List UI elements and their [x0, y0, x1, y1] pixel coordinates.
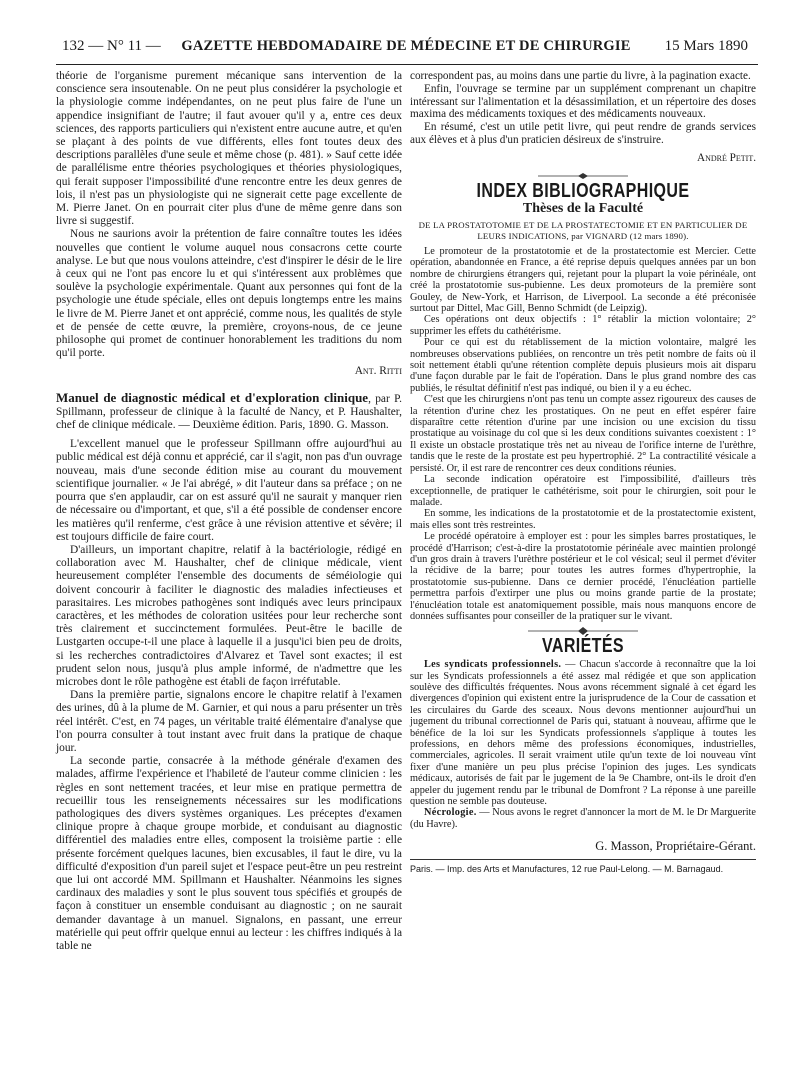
- paragraph: Enfin, l'ouvrage se termine par un supplément comprenant un chapitre intéressant sur l'alimentation et la désassimilation, et un répertoire des doses maxima des médicaments toxiques et des médicaments nouveaux.: [410, 82, 756, 121]
- book-details: , par P. Spillmann, professeur de clinique à la faculté de Nancy, et P. Haushalter, chef de clinique médicale. — Deuxième édition. Paris, 1890. G. Masson.: [56, 392, 402, 432]
- paragraph: correspondent pas, au moins dans une partie du livre, à la pagination exacte.: [410, 70, 751, 82]
- header-rule: [56, 64, 758, 65]
- issue-date: 15 Mars 1890: [664, 38, 748, 54]
- publisher-line: G. Masson, Propriétaire-Gérant.: [595, 839, 756, 854]
- paragraph: Pour ce qui est du rétablissement de la miction volontaire, malgré les nombreuses observations publiées, on rencontre un très petit nombre de faits où il soit nettement établi qu'une rétention complète depuis plusieurs mois ait disparu d'une façon durable par le fait de l'opération. Dans le plus grand nombre des cas publiés, le résultat définitif n'est pas indiqué, ou bien il y a eu échec.: [410, 337, 756, 394]
- journal-title: GAZETTE HEBDOMADAIRE DE MÉDECINE ET DE CHIRURGIE: [181, 38, 631, 54]
- page-number: 132 — N° 11 —: [62, 38, 161, 54]
- paragraph: Nous ne saurions avoir la prétention de faire connaître toutes les idées nouvelles que contient le volume auquel nous consacrons cette courte analyse. Le but que nous voulons atteindre, c'est d'inspirer le désir de le lire à ceux qui ne l'ont pas encore lu et qui s'intéressent aux problèmes que soulève la psychologie expérimentale. Quant aux personnes qui font de la psychologie une étude spéciale, elles ont depuis longtemps entre les mains le livre de M. Pierre Janet et ont apprécié, comme nous, les qualités de style et de pensée de cette œuvre, la première, croyons-nous, de ce jeune philosophe qui promet de continuer honorablement les traditions du nom qu'il porte.: [56, 228, 402, 360]
- theses-heading: Thèses de la Faculté: [522, 201, 644, 217]
- paragraph: La seconde partie, consacrée à la méthode générale d'examen des malades, affirme l'expérience et l'habileté de l'auteur comme clinicien : les règles en sont nettement tracées, et leur mise en pratique permettra de recueillir tous les renseignements nécessaires sur les modifications pathologiques des divers systèmes organiques. Les préceptes d'examen clinique propre à chaque groupe morbide, et conduisant au diagnostic différentiel des maladies entre elles, composent la troisième partie : elle présente forcément quelques lacunes, bien excusables, il faut le dire, vu la difficulté d'exposition d'un pareil sujet et l'espace peut-être un peu restreint que lui ont accordé MM. Spillmann et Haushalter. Néanmoins les signes cardinaux des maladies y sont le plus souvent tous spécifiés et groupés de façon à constituer un ensemble conduisant au diagnostic ; on ne saurait demander davantage à un manuel. Signalons, en passant, une erreur matérielle qui peut offrir quelque ennui au lecteur : les chiffres indiqués à la table ne: [56, 755, 402, 952]
- paragraph: théorie de l'organisme purement mécanique sans intervention de la conscience sera insoutenable. On ne peut plus considérer la psychologie et la physiologie comme indépendantes, on ne peut plus faire de l'une un appendice insignifiant de l'autre; il faut avouer qu'il y a, entre ces deux sciences, des rapports particuliers qui n'existent entre aucune autre, et qu'en se plaçant à des points de vue différents, elles font toutes deux des descriptions parallèles d'une seule et même chose (p. 481). » Sauf cette idée de parallélisme entre théories psychologiques et théories physiologiques, qui ferait supposer l'impossibilité d'une rencontre entre les deux genres de lois, il n'est pas un physiologiste qui ne signerait cette page excellente de M. Pierre Janet. On en pourrait citer plus d'une de même genre dans son livre si suggestif.: [56, 70, 402, 228]
- varietes-heading: VARIÉTÉS: [541, 635, 625, 658]
- thesis-title: DE LA PROSTATOTOMIE ET DE LA PROSTATECTOMIE ET EN PARTICULIER DE LEURS INDICATIONS, par VIGNARD (12 mars 1890).: [418, 220, 748, 241]
- paragraph: La seconde indication opératoire est l'impossibilité, d'ailleurs très exceptionnelle, de pratiquer le cathétérisme, soit pour le chirurgien, soit pour le malade.: [410, 474, 756, 508]
- paragraph: Dans la première partie, signalons encore le chapitre relatif à l'examen des urines, dû à la plume de M. Garnier, et qui nous a paru présenter un très réel intérêt. C'est, en 74 pages, un véritable traité élémentaire d'analyse que l'on pourra consulter à tout instant avec fruit dans la pratique de chaque jour.: [56, 689, 402, 754]
- book-title: Manuel de diagnostic médical et d'exploration clinique: [56, 389, 369, 405]
- right-column: [410, 70, 756, 876]
- page-header: [56, 34, 756, 60]
- paragraph: C'est que les chirurgiens n'ont pas tenu un compte assez rigoureux des causes de la rétention d'urine chez les prostatiques. On ne peut en effet espérer faire disparaître cette rétention d'urine par une incision ou une excision du tissu prostatique au voisinage du col que si les deux conditions suivantes coexistent : 1° Il existe un obstacle prostatique très net au niveau de l'orifice interne de l'urèthre, tandis que le reste de la prostate est peu hypertrophié. 2° La contractilité vésicale a persisté. Or, il est rare de rencontrer ces deux conditions réunies.: [410, 394, 756, 474]
- signature: André Petit.: [697, 151, 756, 164]
- paragraph: Ces opérations ont deux objectifs : 1° rétablir la miction volontaire; 2° supprimer les effets du cathétérisme.: [410, 314, 756, 337]
- paragraph: En somme, les indications de la prostatotomie et de la prostatectomie existent, mais elles sont très restreintes.: [410, 508, 756, 531]
- news-body: — Chacun s'accorde à reconnaître que la loi sur les Syndicats professionnels a été assez mal rédigée et que son application soulève des difficultés fréquentes. Nous avons récemment signalé à cet égard les divergences d'opinion qui existent entre la jurisprudence de la Cour de cassation et les circulaires du Garde des sceaux. Nous devons mentionner aujourd'hui un jugement du tribunal correctionnel de Paris qui, statuant à nouveau, affirme que le bénéfice de la loi sur les Syndicats professionnels s'applique à toutes les professions, en dehors même des professions économiques, industrielles, commerciales, agricoles. Il serait vraiment utile qu'un texte de loi nouveau vînt fixer d'une manière un peu plus précise l'opinion des juges. Les syndicats médicaux, autorisés de fait par le jugement de la 9e Chambre, ont-ils le droit d'en appeler du jugement rendu par le tribunal de Domfront ? La réponse à une pareille question ne semble pas douteuse.: [410, 659, 756, 808]
- book-review-heading: [56, 391, 402, 433]
- signature: Ant. Ritti: [354, 365, 402, 378]
- paragraph: L'excellent manuel que le professeur Spillmann offre aujourd'hui au public médical est déjà connu et apprécié, car il s'agit, non pas d'un ouvrage nouveau, mais d'une seconde édition mise au courant du mouvement scientifique journalier. « Je l'ai abrégé, » dit l'auteur dans sa préface ; on ne pourra que s'en applaudir, car on est assuré qu'il ne saurait y manquer rien de nécessaire ou d'important, et que, s'il a été possible de condenser encore les matières qu'il renferme, c'est grâce à une révision attentive et sévère; il est toujours difficile de faire court.: [56, 438, 402, 543]
- index-heading: INDEX BIBLIOGRAPHIQUE: [476, 179, 690, 202]
- paragraph: Le promoteur de la prostatotomie et de la prostatectomie est Mercier. Cette opération, abandonnée en France, a été reprise depuis quelques années par un bon nombre de chirurgiens étrangers qui, rejetant pour la plupart la voie périnéale, ont créé la prostatotomie sus-pubienne. Les deux promoteurs de la première sont Gouley, de New-York, et Harrison, de Liverpool. La seconde a été préconisée surtout par Dittel, Mac Gill, Benno Schmidt (de Leipzig).: [410, 245, 756, 315]
- news-lead: Nécrologie.: [424, 807, 477, 819]
- paragraph: Le procédé opératoire à employer est : pour les simples barres prostatiques, le procédé d'Harrison; c'est-à-dire la prostatotomie périnéale avec maintien prolongé d'un gros drain à travers l'urèthre postérieur et le col vésical; seul il permet d'éviter la récidive de la barre; pour toutes les autres formes d'hypertrophie, la prostatotomie sus-pubienne. Dans ce dernier procédé, l'énucléation partielle permettra parfois d'extirper une plus ou moins grande partie de la prostate; l'énucléation totale est anatomiquement possible, mais nous manquons encore de données suffisantes pour conseiller de la pratiquer sur le vivant.: [410, 531, 756, 622]
- left-column: [56, 70, 402, 953]
- news-body: — Nous avons le regret d'annoncer la mort de M. le Dr Marguerite (du Havre).: [410, 807, 756, 830]
- footer-rule: [410, 859, 756, 860]
- varietes-section: [410, 659, 756, 830]
- paragraph: D'ailleurs, un important chapitre, relatif à la bactériologie, rédigé en collaboration avec M. Haushalter, chef de clinique médicale, vient heureusement compléter l'ensemble des documents de séméiologie qui doivent concourir à faciliter le diagnostic des maladies infectieuses et parasitaires. Les microbes pathogènes sont indiqués avec leurs principaux caractères, et les méthodes de coloration usitées pour leur recherche sont très clairement et succinctement formulées. Peut-être le bacille de Lustgarten occupe-t-il une place à laquelle il a jusqu'ici bien peu de droits, si les recherches contradictoires d'Alvarez et Tavel sont exactes; il est prudent selon nous, jusqu'à plus ample informé, de n'admettre que les microbes dont le rôle pathogène est établi de façon irréfutable.: [56, 543, 402, 688]
- news-lead: Les syndicats professionnels.: [424, 659, 562, 671]
- news-item: [410, 659, 756, 807]
- thesis-summary: [410, 246, 756, 622]
- printer-line: Paris. — Imp. des Arts et Manufactures, 12 rue Paul-Lelong. — M. Barnagaud.: [410, 864, 724, 875]
- paragraph: En résumé, c'est un utile petit livre, qui peut rendre de grands services aux élèves et à plus d'un praticien désireux de s'instruire.: [410, 121, 756, 146]
- news-item: [410, 807, 756, 830]
